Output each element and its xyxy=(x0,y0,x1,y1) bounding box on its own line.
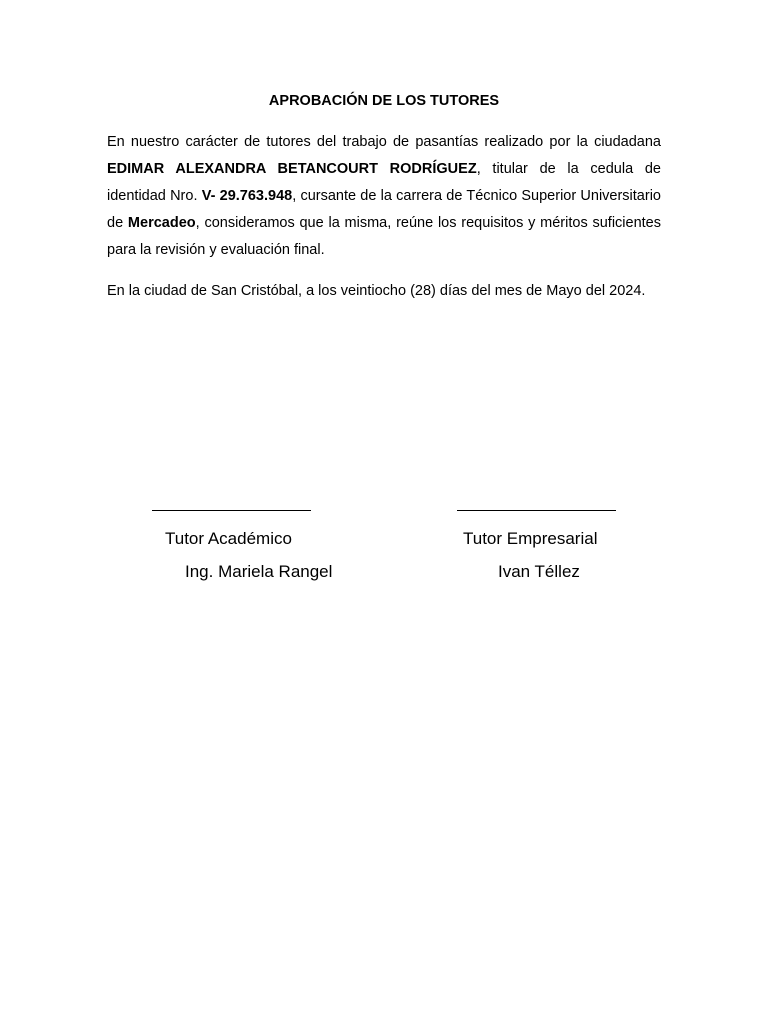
id-number: V- 29.763.948 xyxy=(201,188,293,204)
place-date-paragraph: En la ciudad de San Cristóbal, a los veintiocho (28) días del mes de Mayo del 2024. xyxy=(107,283,646,299)
approval-paragraph xyxy=(107,129,661,264)
student-name: EDIMAR ALEXANDRA BETANCOURT RODRÍGUEZ xyxy=(107,161,477,177)
tutor-academico-role: Tutor Académico xyxy=(165,529,292,548)
paragraph-text: , titular de la cedula de identidad Nro. xyxy=(107,161,661,204)
career-name: Mercadeo xyxy=(127,215,196,231)
document-title: APROBACIÓN DE LOS TUTORES xyxy=(268,93,500,109)
signature-line-left xyxy=(152,510,311,511)
paragraph-text: , cursante de la carrera de Técnico Superior Universitario de xyxy=(107,188,661,231)
tutor-empresarial-name: Ivan Téllez xyxy=(498,562,580,581)
tutor-empresarial-role: Tutor Empresarial xyxy=(463,529,598,548)
paragraph-text: , consideramos que la misma, reúne los requisitos y méritos suficientes para la revisión y evaluación final. xyxy=(107,215,661,258)
tutor-academico-name: Ing. Mariela Rangel xyxy=(185,562,333,581)
paragraph-text: En nuestro carácter de tutores del trabajo de pasantías realizado por la ciudadana xyxy=(107,134,661,150)
signature-line-right xyxy=(457,510,616,511)
